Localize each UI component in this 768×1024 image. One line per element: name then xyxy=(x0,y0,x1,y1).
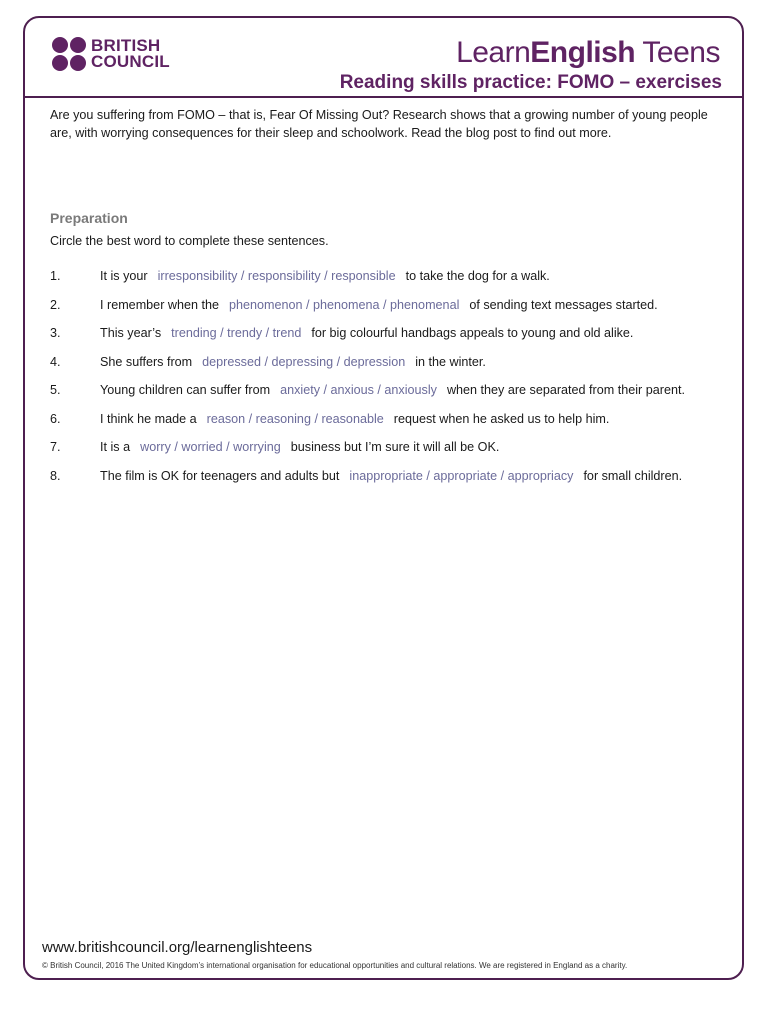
item-number: 8. xyxy=(50,468,61,483)
exercise-item xyxy=(50,439,722,457)
word-options[interactable]: worry / worried / worrying xyxy=(140,440,281,454)
british-council-dots-icon xyxy=(52,37,86,71)
word-options[interactable]: depressed / depressing / depression xyxy=(202,354,406,369)
section-heading: Preparation xyxy=(50,210,128,226)
sentence-end: to take the dog for a walk. xyxy=(405,269,550,283)
brand-english: English xyxy=(530,36,636,69)
sentence-start: Young children can suffer from xyxy=(100,383,271,397)
word-options[interactable]: reason / reasoning / reasonable xyxy=(206,411,384,426)
exercise-list xyxy=(50,268,722,496)
page-title: Reading skills practice: FOMO – exercises xyxy=(339,72,722,93)
sentence-end: for small children. xyxy=(583,468,683,483)
exercise-item xyxy=(50,268,722,286)
sentence-start: I remember when the xyxy=(100,297,219,312)
item-number: 3. xyxy=(50,326,61,340)
item-number: 1. xyxy=(50,269,61,283)
exercise-item xyxy=(50,354,722,372)
exercise-item xyxy=(50,297,722,315)
word-options[interactable]: phenomenon / phenomena / phenomenal xyxy=(229,297,460,312)
page-frame xyxy=(23,16,744,980)
learnenglish-teens-logo xyxy=(456,36,720,70)
sentence-start: She suffers from xyxy=(100,354,193,369)
item-number: 2. xyxy=(50,297,61,312)
word-options[interactable]: irresponsibility / responsibility / responsible xyxy=(157,269,396,283)
item-number: 4. xyxy=(50,354,61,369)
sentence-start: The film is OK for teenagers and adults but xyxy=(100,468,340,483)
item-number: 6. xyxy=(50,411,61,426)
footer-copyright: © British Council, 2016 The United Kingdom’s international organisation for educational opportunities and cultural relations. We are registered in England as a charity. xyxy=(42,961,628,970)
logo-text-line1: BRITISH xyxy=(91,36,161,55)
sentence-end: in the winter. xyxy=(415,354,486,369)
brand-learn: Learn xyxy=(456,36,531,69)
word-options[interactable]: anxiety / anxious / anxiously xyxy=(280,383,437,397)
sentence-start: It is your xyxy=(100,269,148,283)
exercise-item xyxy=(50,325,722,343)
section-instruction: Circle the best word to complete these sentences. xyxy=(50,234,329,248)
sentence-end: of sending text messages started. xyxy=(469,297,658,312)
word-options[interactable]: trending / trendy / trend xyxy=(171,326,302,340)
sentence-end: business but I’m sure it will all be OK. xyxy=(290,440,500,454)
word-options[interactable]: inappropriate / appropriate / appropriacy xyxy=(349,468,574,483)
sentence-start: I think he made a xyxy=(100,411,197,426)
footer-url-link[interactable]: www.britishcouncil.org/learnenglishteens xyxy=(42,939,313,956)
intro-paragraph: Are you suffering from FOMO – that is, Fear Of Missing Out? Research shows that a growing number of young people are, with worrying consequences for their sleep and schoolwork. Read the blog post to find out more. xyxy=(50,108,708,140)
british-council-logo xyxy=(52,37,170,71)
item-number: 7. xyxy=(50,440,61,454)
exercise-item xyxy=(50,382,722,400)
header-divider xyxy=(25,96,744,98)
exercise-item xyxy=(50,411,722,429)
brand-teens: Teens xyxy=(635,36,720,69)
sentence-start: It is a xyxy=(100,440,131,454)
sentence-end: request when he asked us to help him. xyxy=(393,411,610,426)
item-number: 5. xyxy=(50,383,61,397)
sentence-start: This year’s xyxy=(100,326,162,340)
exercise-item xyxy=(50,468,722,486)
sentence-end: for big colourful handbags appeals to young and old alike. xyxy=(311,326,634,340)
sentence-end: when they are separated from their parent. xyxy=(446,383,685,397)
logo-text-line2: COUNCIL xyxy=(91,52,170,71)
